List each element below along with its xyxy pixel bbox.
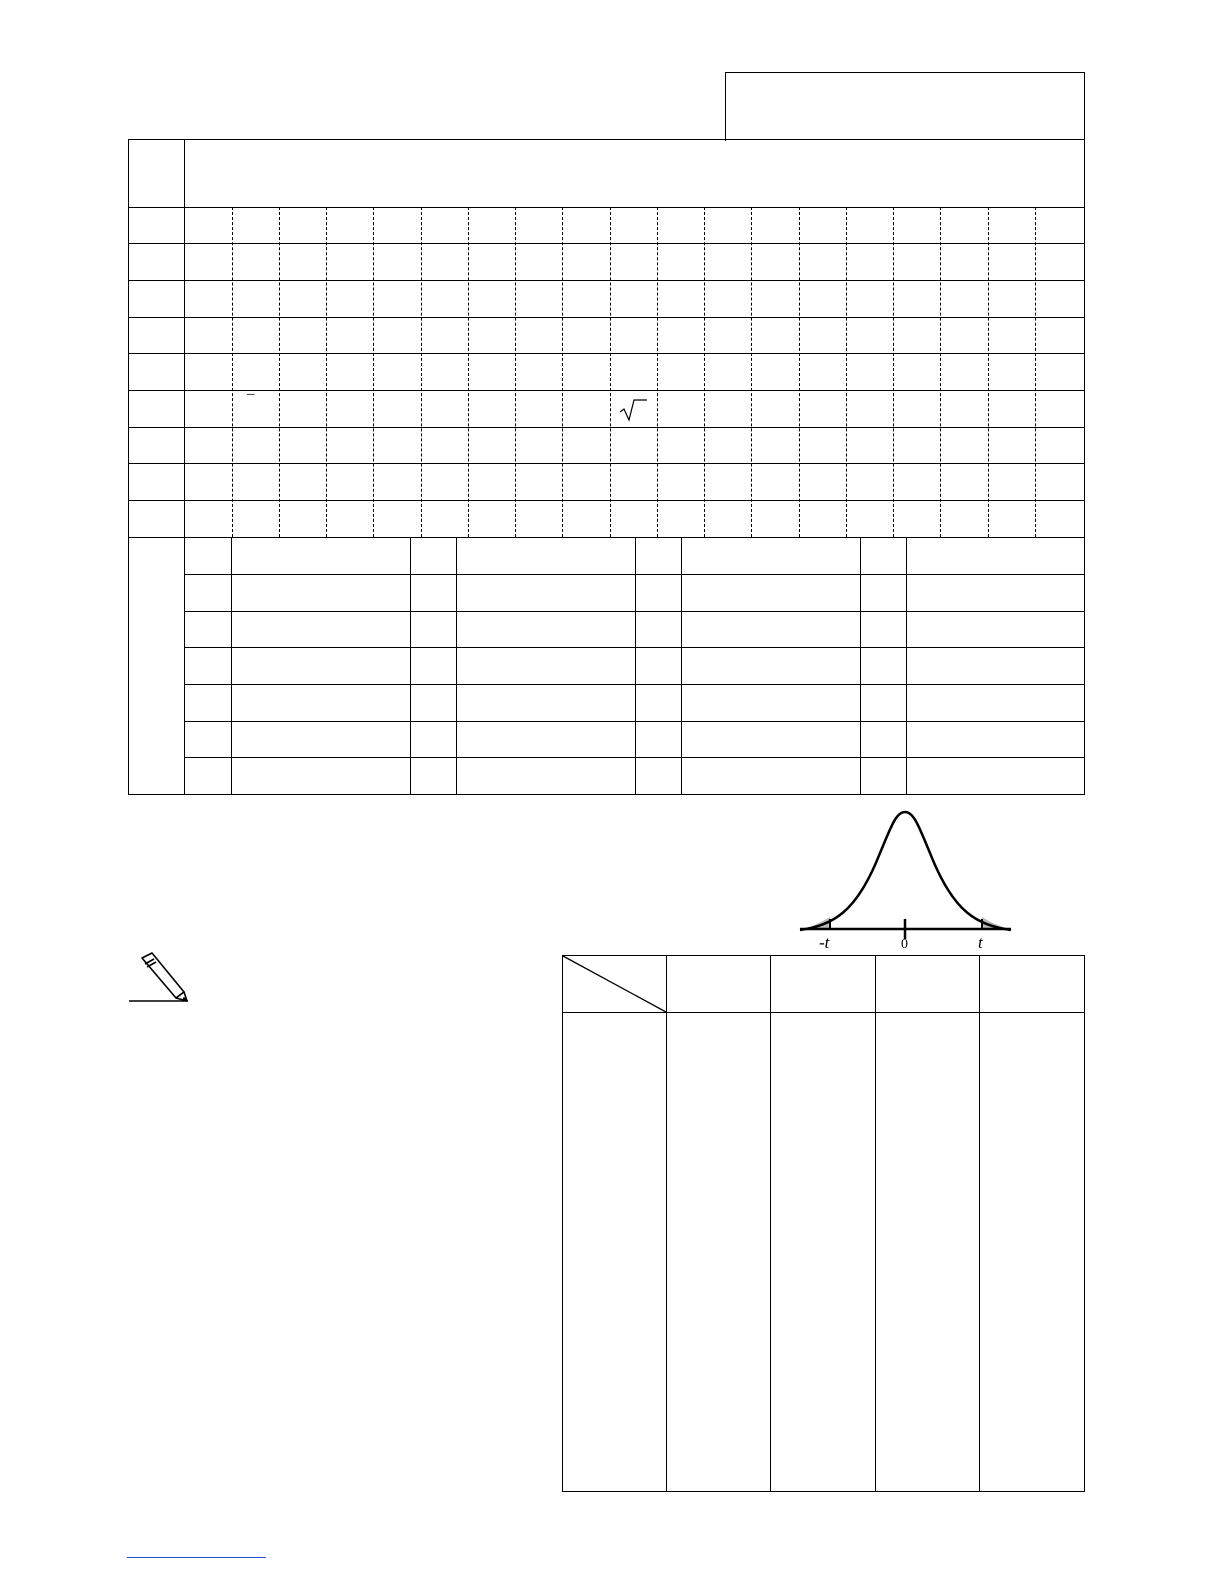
grid-row-line	[128, 390, 1085, 391]
grid-dashed-column-line	[373, 207, 374, 537]
grid-dashed-column-line	[515, 207, 516, 537]
grid-row-line	[128, 353, 1085, 354]
grid-dashed-column-line	[846, 207, 847, 537]
t-table-column-line	[770, 955, 771, 1492]
bar-symbol: –	[247, 386, 255, 402]
grid-dashed-column-line	[799, 207, 800, 537]
grid-dashed-column-line	[940, 207, 941, 537]
grid-dashed-column-line	[326, 207, 327, 537]
grid-row-line	[128, 537, 1085, 538]
grid-dashed-column-line	[657, 207, 658, 537]
grid-dashed-column-line	[893, 207, 894, 537]
bell-curve	[800, 812, 1011, 930]
subgrid-column-line	[635, 537, 636, 795]
label-t: t	[978, 933, 983, 952]
label-neg-t: -t	[819, 933, 830, 952]
grid-dashed-column-line	[704, 207, 705, 537]
subgrid-column-line	[681, 537, 682, 795]
grid-dashed-column-line	[751, 207, 752, 537]
grid-row-line	[128, 500, 1085, 501]
grid-row-line	[128, 463, 1085, 464]
t-table-diagonal	[562, 955, 667, 1013]
grid-row-line	[128, 207, 1085, 208]
subgrid-column-line	[410, 537, 411, 795]
main-table-left-column-divider	[184, 139, 185, 795]
grid-dashed-column-line	[421, 207, 422, 537]
grid-row-line	[128, 317, 1085, 318]
t-table-column-line	[979, 955, 980, 1492]
main-table	[128, 139, 1085, 795]
t-table-column-line	[666, 955, 667, 1492]
grid-dashed-column-line	[562, 207, 563, 537]
grid-row-line	[128, 280, 1085, 281]
grid-dashed-column-line	[279, 207, 280, 537]
subgrid-column-line	[456, 537, 457, 795]
grid-dashed-column-line	[1035, 207, 1036, 537]
label-zero: 0	[901, 937, 908, 952]
grid-dashed-column-line	[610, 207, 611, 537]
grid-dashed-column-line	[232, 207, 233, 537]
pencil-icon	[128, 952, 192, 1004]
subgrid-column-line	[906, 537, 907, 795]
footer-link-line[interactable]	[127, 1557, 266, 1558]
t-distribution-figure	[795, 800, 1025, 960]
sqrt-symbol	[618, 398, 648, 422]
grid-dashed-column-line	[988, 207, 989, 537]
grid-row-line	[128, 243, 1085, 244]
t-table-column-line	[875, 955, 876, 1492]
t-table	[562, 955, 1085, 1492]
subgrid-column-line	[231, 537, 232, 795]
subgrid-column-line	[860, 537, 861, 795]
header-box	[725, 72, 1085, 141]
grid-dashed-column-line	[468, 207, 469, 537]
grid-row-line	[128, 427, 1085, 428]
